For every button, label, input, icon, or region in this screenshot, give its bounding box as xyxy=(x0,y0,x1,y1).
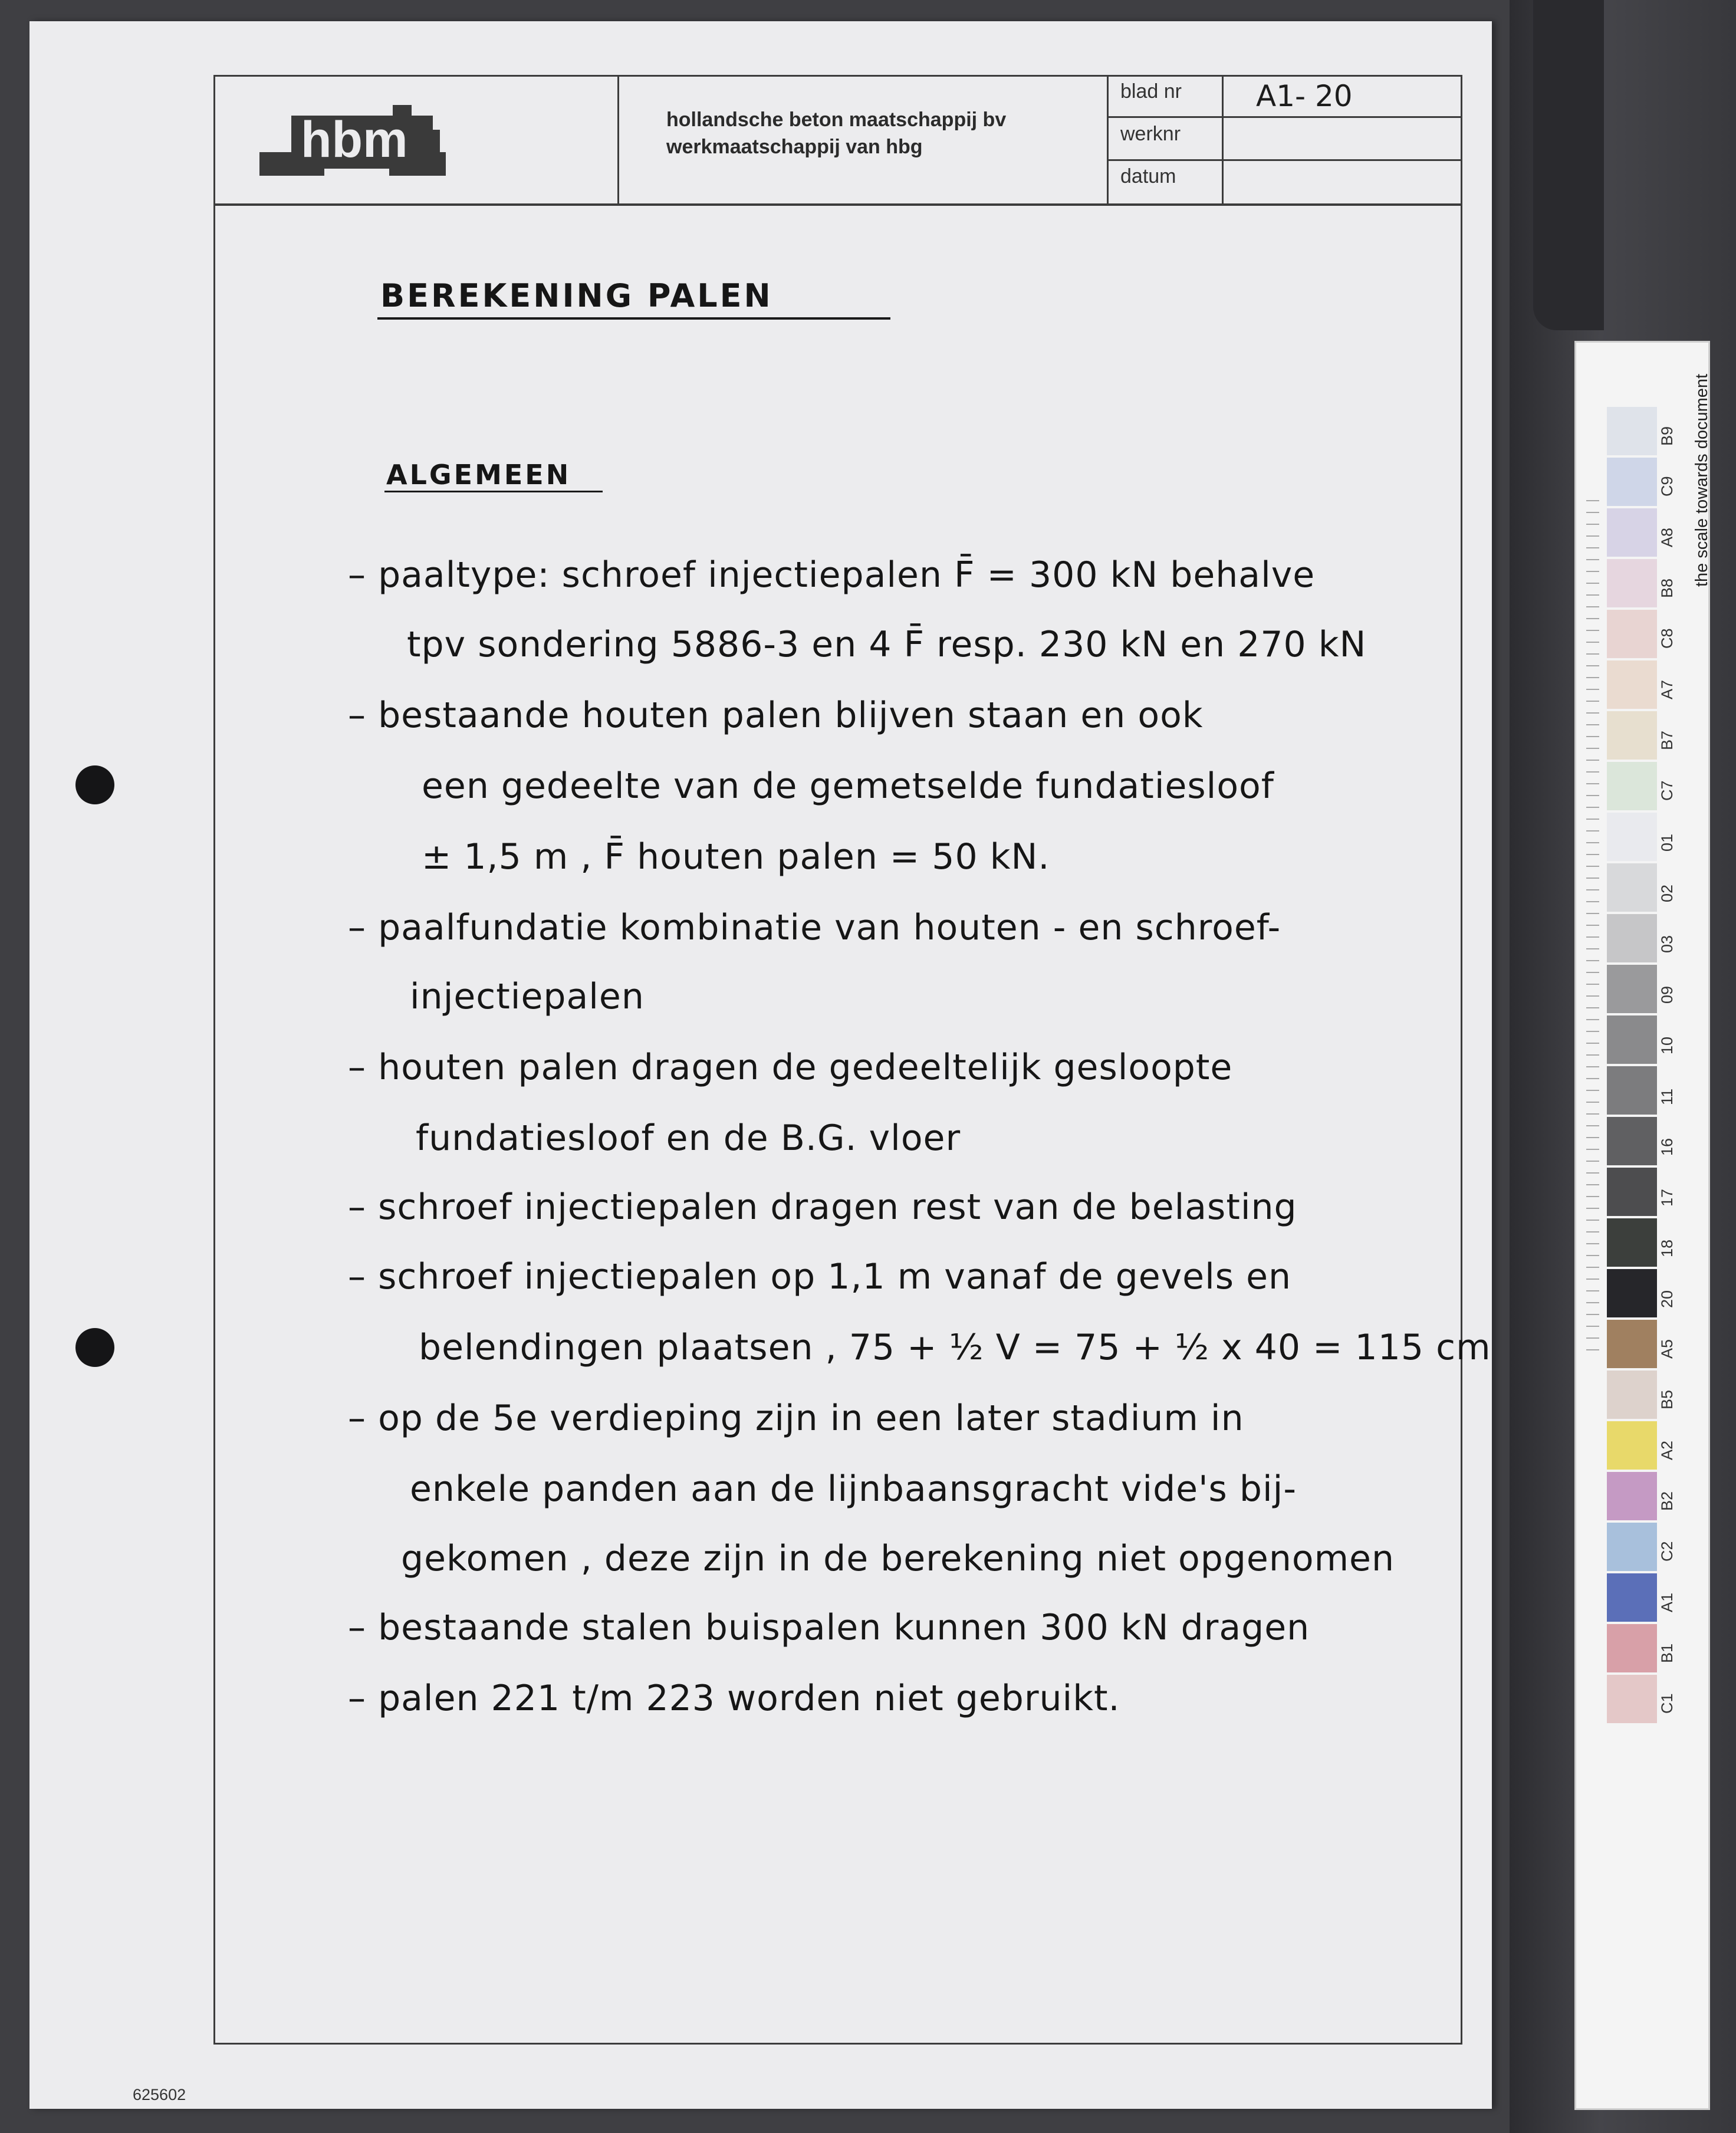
scale-swatch xyxy=(1607,1523,1657,1571)
document-number: 625602 xyxy=(133,2086,186,2104)
logo-text: hbm xyxy=(301,111,408,168)
scale-swatch xyxy=(1607,965,1657,1013)
scale-label: 16 xyxy=(1658,1138,1676,1156)
binder-fold xyxy=(1533,0,1604,330)
scale-swatch xyxy=(1607,610,1657,658)
scale-label: 17 xyxy=(1658,1188,1676,1207)
scale-label: 01 xyxy=(1658,833,1676,852)
scale-swatch xyxy=(1607,914,1657,962)
field-label-blad-nr: blad nr xyxy=(1120,80,1182,103)
scale-label: C9 xyxy=(1658,476,1676,497)
scale-label: C8 xyxy=(1658,628,1676,649)
scale-swatch xyxy=(1607,458,1657,506)
handwritten-line: tpv sondering 5886-3 en 4 F̄ resp. 230 kN en 270 kN xyxy=(407,624,1367,665)
scale-label: 11 xyxy=(1658,1088,1676,1105)
handwritten-line: belendingen plaatsen , 75 + ½ V = 75 + ½ x 40 = 115 cm xyxy=(419,1327,1491,1368)
scale-swatch xyxy=(1607,813,1657,861)
handwritten-line: gekomen , deze zijn in de berekening niet opgenomen xyxy=(401,1538,1395,1579)
title-underline xyxy=(377,317,890,320)
hbm-logo xyxy=(259,105,460,176)
field-value-blad-nr: A1- 20 xyxy=(1256,79,1353,113)
scale-label: 10 xyxy=(1658,1036,1676,1054)
company-line-1: hollandsche beton maatschappij bv xyxy=(666,109,1007,131)
header-divider xyxy=(617,75,619,203)
scale-swatch xyxy=(1607,1675,1657,1723)
header-divider xyxy=(1222,75,1224,203)
scale-label: 03 xyxy=(1658,935,1676,953)
header-row-line xyxy=(1107,116,1461,118)
header-row-line xyxy=(1107,159,1461,161)
handwritten-line: – schroef injectiepalen dragen rest van de belasting xyxy=(348,1187,1297,1228)
handwritten-line: injectiepalen xyxy=(410,976,645,1017)
scale-label: A5 xyxy=(1658,1339,1676,1359)
scale-label: 02 xyxy=(1658,884,1676,902)
scale-swatch xyxy=(1607,1421,1657,1470)
scale-label: A1 xyxy=(1658,1592,1676,1612)
handwritten-line: – bestaande stalen buispalen kunnen 300 kN dragen xyxy=(348,1607,1310,1648)
scale-swatch xyxy=(1607,711,1657,760)
header-divider xyxy=(1107,75,1109,203)
scale-swatch xyxy=(1607,863,1657,912)
scale-label: 20 xyxy=(1658,1290,1676,1308)
section-underline xyxy=(384,491,603,492)
handwritten-line: – bestaande houten palen blijven staan en ook xyxy=(348,695,1204,736)
scale-swatch xyxy=(1607,1320,1657,1368)
scale-swatch xyxy=(1607,559,1657,607)
handwritten-line: – houten palen dragen de gedeeltelijk gesloopte xyxy=(348,1047,1233,1088)
scale-caption: the scale towards document xyxy=(1692,373,1711,587)
scale-ruler-ticks xyxy=(1586,495,1599,1350)
handwritten-line: een gedeelte van de gemetselde fundatiesloof xyxy=(422,765,1274,807)
punch-hole xyxy=(75,765,114,804)
scale-label: A8 xyxy=(1658,527,1676,547)
scale-swatch xyxy=(1607,762,1657,810)
scale-label: B1 xyxy=(1658,1643,1676,1663)
scale-swatch xyxy=(1607,1269,1657,1317)
scale-label: B2 xyxy=(1658,1491,1676,1511)
field-label-datum: datum xyxy=(1120,165,1176,188)
scale-swatch xyxy=(1607,660,1657,709)
handwritten-line: ± 1,5 m , F̄ houten palen = 50 kN. xyxy=(422,836,1050,877)
field-label-werknr: werknr xyxy=(1120,123,1181,145)
scale-label: 18 xyxy=(1658,1239,1676,1257)
scale-swatch xyxy=(1607,1218,1657,1267)
handwritten-line: – op de 5e verdieping zijn in een later stadium in xyxy=(348,1398,1244,1439)
handwritten-line: fundatiesloof en de B.G. vloer xyxy=(416,1118,961,1159)
scale-swatch xyxy=(1607,1573,1657,1622)
scale-swatch xyxy=(1607,1472,1657,1520)
company-line-2: werkmaatschappij van hbg xyxy=(666,136,923,158)
page-title: BEREKENING PALEN xyxy=(380,277,773,314)
scale-swatch xyxy=(1607,1624,1657,1672)
scale-label: B5 xyxy=(1658,1389,1676,1409)
scale-swatch xyxy=(1607,1117,1657,1165)
handwritten-line: – paaltype: schroef injectiepalen F̄ = 300 kN behalve xyxy=(348,554,1316,596)
scale-label: B9 xyxy=(1658,426,1676,446)
scale-label: A7 xyxy=(1658,679,1676,699)
handwritten-line: – schroef injectiepalen op 1,1 m vanaf de gevels en xyxy=(348,1256,1292,1297)
handwritten-line: enkele panden aan de lijnbaansgracht vide's bij- xyxy=(410,1468,1297,1510)
scale-swatch xyxy=(1607,1370,1657,1419)
scale-swatch xyxy=(1607,1168,1657,1216)
company-name xyxy=(666,106,1006,160)
scale-label: 09 xyxy=(1658,985,1676,1004)
scale-swatch xyxy=(1607,508,1657,557)
scale-label: B8 xyxy=(1658,578,1676,598)
scale-label: C7 xyxy=(1658,780,1676,801)
scale-label: C1 xyxy=(1658,1693,1676,1714)
scale-swatch xyxy=(1607,1015,1657,1064)
scale-swatch xyxy=(1607,407,1657,455)
scale-label: A2 xyxy=(1658,1440,1676,1460)
handwritten-line: – palen 221 t/m 223 worden niet gebruikt. xyxy=(348,1678,1120,1719)
punch-hole xyxy=(75,1328,114,1367)
scale-label: B7 xyxy=(1658,730,1676,750)
section-heading: ALGEMEEN xyxy=(386,459,571,491)
scale-label: C2 xyxy=(1658,1541,1676,1562)
scale-swatch xyxy=(1607,1066,1657,1115)
handwritten-line: – paalfundatie kombinatie van houten - en schroef- xyxy=(348,907,1281,948)
